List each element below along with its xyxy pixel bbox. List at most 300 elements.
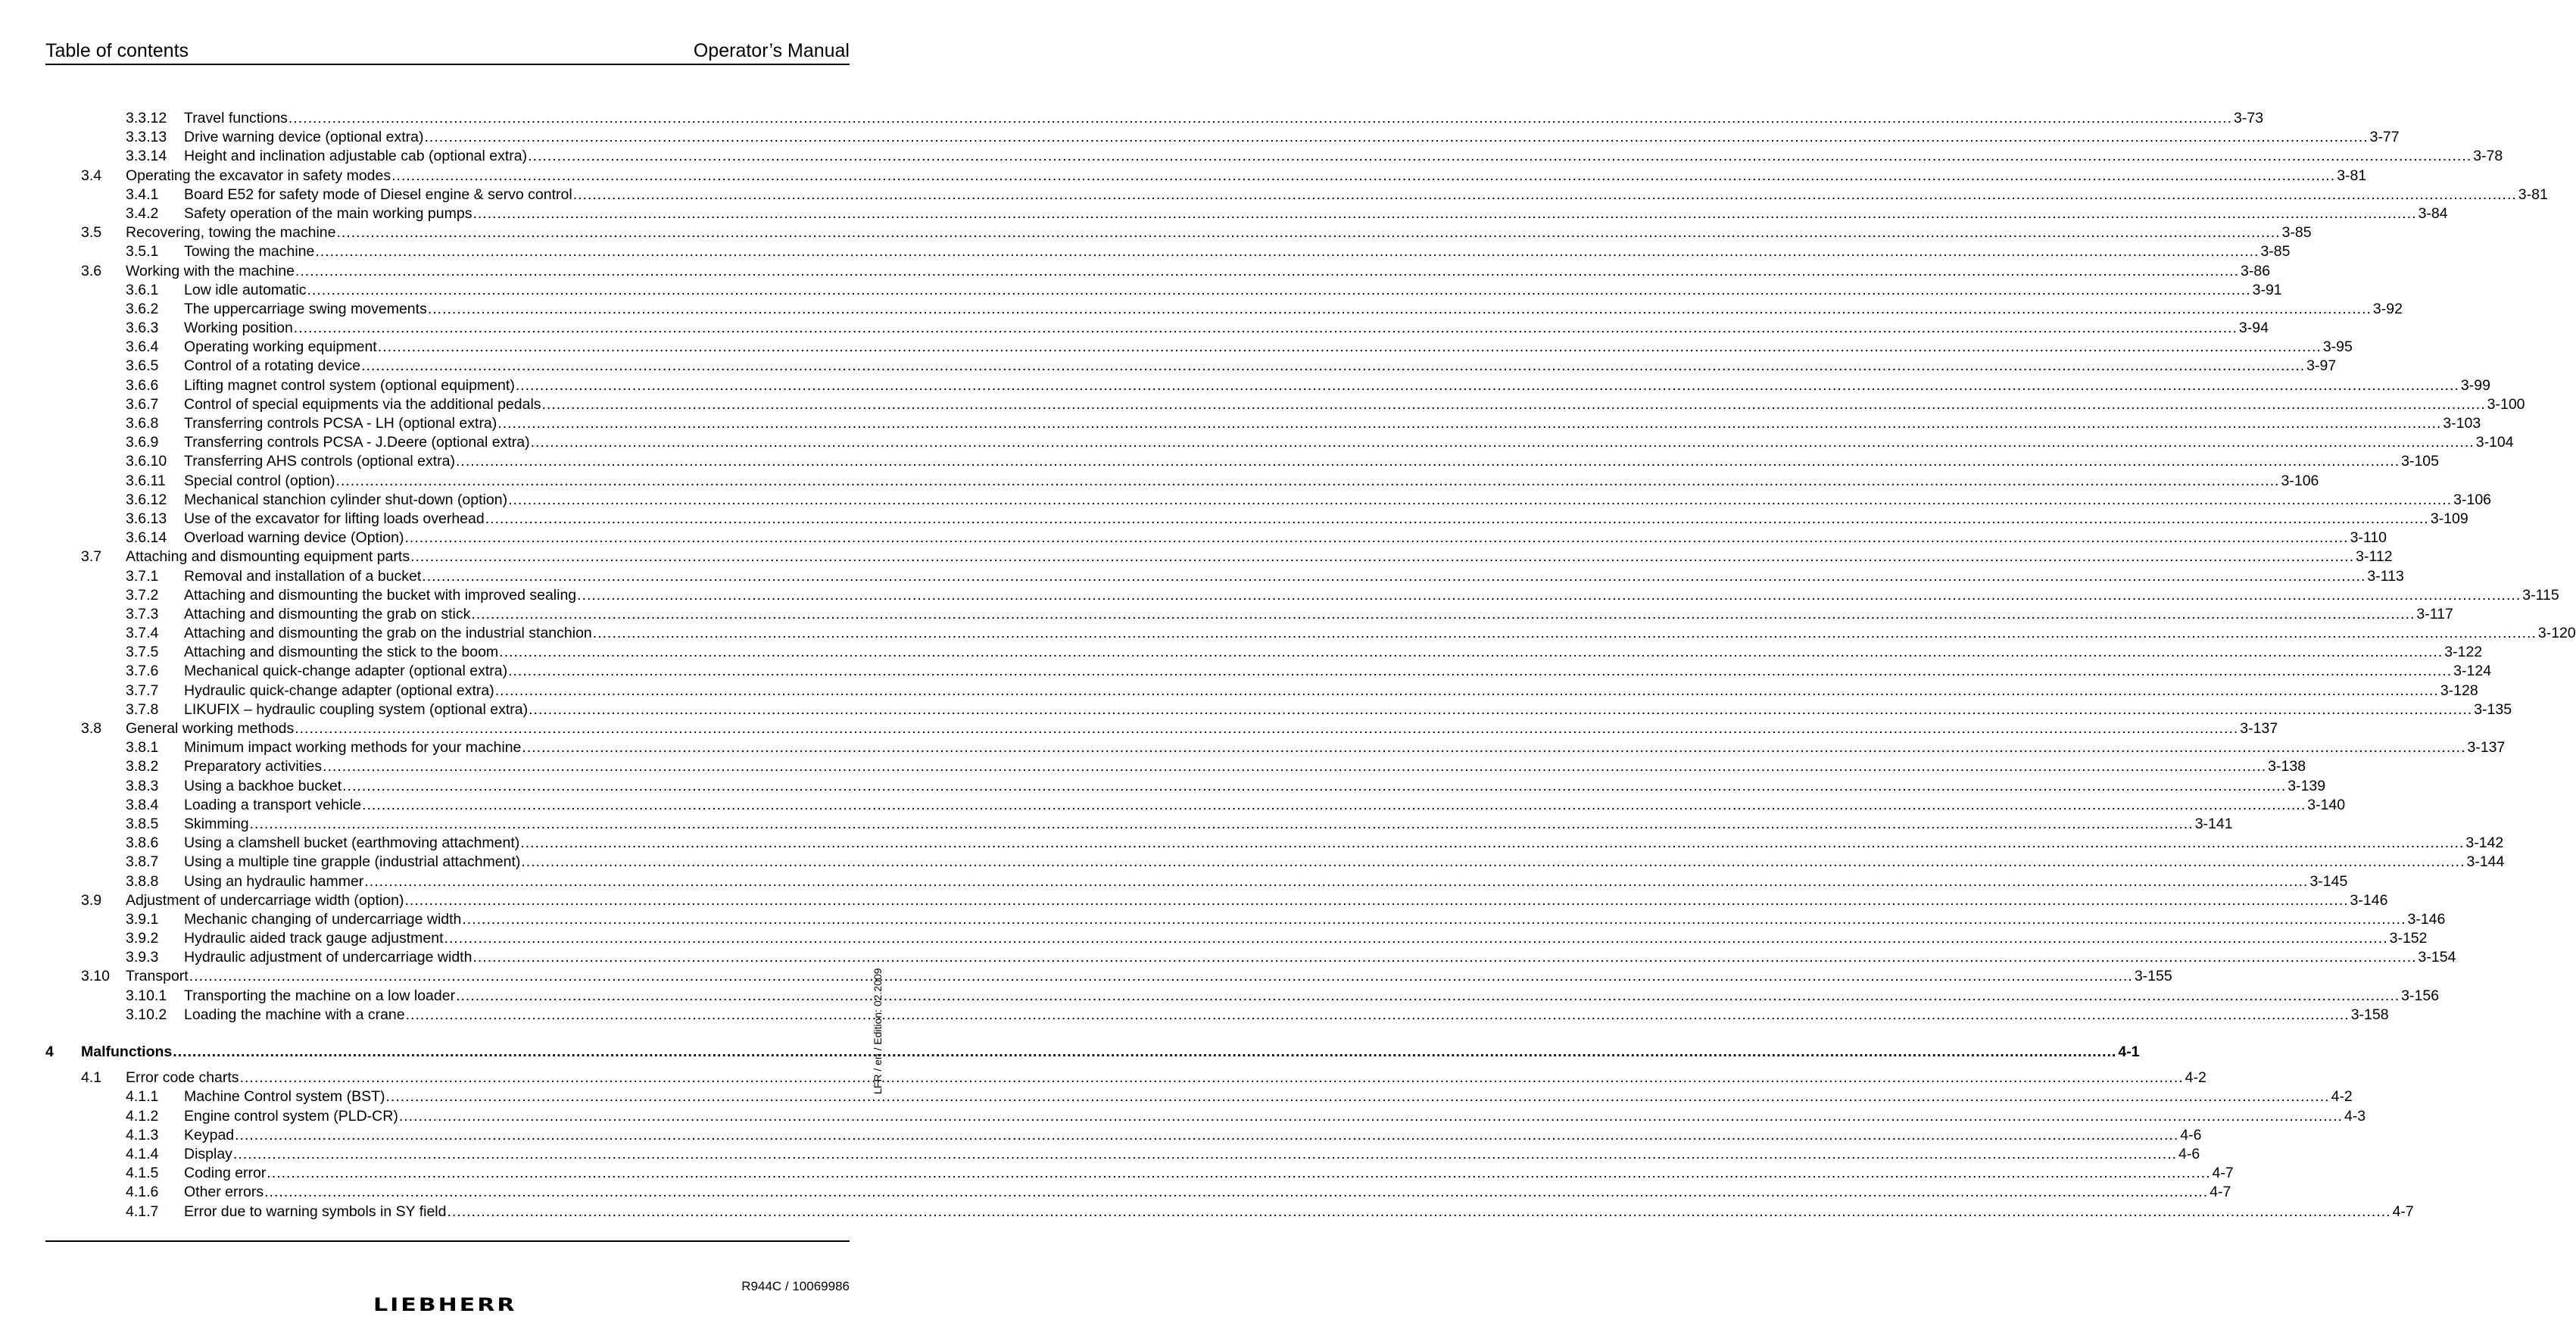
toc-entry-page: 3-124: [2453, 663, 2492, 680]
toc-dot-leader: ................................................................................................................................................................................................................................................................................................................................................................................................................: [456, 453, 2400, 470]
toc-entry-title: Transferring controls PCSA - LH (optional extra): [184, 415, 497, 432]
toc-entry-page: 3-109: [2430, 510, 2468, 527]
toc-entry[interactable]: [45, 472, 2319, 491]
toc-entry[interactable]: [45, 548, 2393, 566]
toc-entry-number: 3.8.8: [126, 872, 159, 890]
toc-entry[interactable]: [45, 128, 2400, 147]
toc-entry-number: 3.9.2: [126, 930, 159, 947]
toc-dot-leader: ................................................................................................................................................................................................................................................................................................................................................................................................................: [315, 243, 2259, 260]
toc-entry-leader: [184, 128, 2400, 147]
toc-entry-leader: [184, 338, 2353, 357]
toc-entry-number: 4.1.2: [126, 1107, 159, 1125]
section-gap: [45, 1062, 850, 1069]
toc-entry-number: 3.7.7: [126, 682, 159, 699]
toc-entry-leader: [184, 204, 2448, 223]
toc-dot-leader: ................................................................................................................................................................................................................................................................................................................................................................................................................: [427, 300, 2372, 317]
toc-entry-leader: [184, 834, 2504, 853]
section-gap: [45, 1025, 850, 1043]
toc-entry-title: Hydraulic adjustment of undercarriage width: [184, 949, 472, 966]
toc-dot-leader: ................................................................................................................................................................................................................................................................................................................................................................................................................: [472, 204, 2417, 222]
toc-dot-leader: ................................................................................................................................................................................................................................................................................................................................................................................................................: [529, 700, 2473, 718]
toc-entry-title: Mechanical stanchion cylinder shut-down (option): [184, 491, 508, 508]
toc-entry-leader: [184, 529, 2387, 548]
toc-entry-title: Transferring controls PCSA - J.Deere (optional extra): [184, 434, 530, 451]
toc-entry-number: 3.8.6: [126, 835, 159, 852]
toc-entry[interactable]: [45, 662, 2492, 681]
toc-entry-number: 3.8.3: [126, 777, 159, 794]
toc-entry-leader: [184, 567, 2404, 586]
toc-entry-title: Using a clamshell bucket (earthmoving attachment): [184, 835, 520, 852]
toc-dot-leader: ................................................................................................................................................................................................................................................................................................................................................................................................................: [508, 491, 2453, 508]
toc-entry-title: Adjustment of undercarriage width (option): [126, 891, 404, 909]
toc-entry[interactable]: [45, 357, 2337, 376]
toc-entry[interactable]: [45, 948, 2456, 967]
toc-entry-title: Attaching and dismounting the bucket with improved sealing: [184, 586, 577, 604]
toc-entry[interactable]: [45, 872, 2348, 891]
toc-entry-number: 3.4: [81, 167, 102, 184]
toc-entry-leader: [126, 223, 2312, 242]
toc-entry-page: 4-2: [2331, 1088, 2353, 1106]
toc-entry-page: 3-112: [2356, 548, 2393, 566]
toc-entry-number: 3.9.1: [126, 910, 159, 928]
toc-dot-leader: ................................................................................................................................................................................................................................................................................................................................................................................................................: [508, 663, 2453, 680]
toc-dot-leader: ................................................................................................................................................................................................................................................................................................................................................................................................................: [592, 625, 2537, 642]
toc-dot-leader: ................................................................................................................................................................................................................................................................................................................................................................................................................: [410, 548, 2355, 566]
toc-entry-number: 3.7.1: [126, 567, 159, 585]
toc-entry[interactable]: [45, 910, 2446, 929]
toc-entry-leader: [184, 319, 2269, 338]
toc-dot-leader: ................................................................................................................................................................................................................................................................................................................................................................................................................: [377, 338, 2322, 356]
toc-entry-title: Mechanical quick-change adapter (optional extra): [184, 663, 508, 680]
header-right-title: Operator’s Manual: [693, 40, 850, 61]
toc-entry-leader: [126, 967, 2172, 986]
toc-entry-leader: [184, 433, 2514, 452]
toc-entry-title: Use of the excavator for lifting loads overhead: [184, 510, 485, 527]
toc-dot-leader: ................................................................................................................................................................................................................................................................................................................................................................................................................: [515, 376, 2459, 394]
toc-dot-leader: ................................................................................................................................................................................................................................................................................................................................................................................................................: [447, 1203, 2391, 1220]
toc-entry[interactable]: [45, 1107, 2366, 1126]
toc-entry-title: Lifting magnet control system (optional equipment): [184, 376, 515, 394]
toc-entry-leader: [126, 262, 2271, 281]
toc-dot-leader: ................................................................................................................................................................................................................................................................................................................................................................................................................: [235, 1126, 2179, 1143]
toc-entry[interactable]: [45, 777, 2326, 796]
toc-entry-page: 3-85: [2260, 243, 2291, 260]
toc-entry[interactable]: [45, 834, 2504, 853]
toc-entry[interactable]: [45, 929, 2428, 948]
toc-entry-leader: [184, 472, 2319, 491]
toc-entry-page: 3-139: [2288, 777, 2326, 794]
toc-dot-leader: ................................................................................................................................................................................................................................................................................................................................................................................................................: [456, 987, 2400, 1004]
toc-entry[interactable]: [45, 967, 2172, 986]
toc-entry-title: Attaching and dismounting equipment parts: [126, 548, 410, 566]
toc-entry-number: 3.6.8: [126, 415, 159, 432]
toc-entry-leader: [184, 452, 2439, 471]
toc-entry-title: Preparatory activities: [184, 758, 323, 775]
toc-entry[interactable]: [45, 223, 2312, 242]
toc-entry-title: Other errors: [184, 1184, 264, 1201]
toc-entry-number: 4.1: [81, 1069, 102, 1087]
toc-entry-page: 4-7: [2212, 1165, 2234, 1182]
toc-dot-leader: ................................................................................................................................................................................................................................................................................................................................................................................................................: [398, 1107, 2343, 1125]
toc-entry-number: 3.8.4: [126, 796, 159, 813]
header-rule: [45, 64, 850, 65]
toc-dot-leader: ................................................................................................................................................................................................................................................................................................................................................................................................................: [471, 605, 2415, 622]
toc-entry-number: 3.4.2: [126, 204, 159, 222]
toc-entry-title: Minimum impact working methods for your machine: [184, 739, 522, 757]
toc-entry-number: 3.6: [81, 262, 102, 279]
toc-entry-leader: [184, 491, 2492, 510]
toc-dot-leader: ................................................................................................................................................................................................................................................................................................................................................................................................................: [336, 224, 2281, 242]
toc-entry-number: 3.7.3: [126, 605, 159, 622]
toc-entry-leader: [184, 643, 2483, 662]
toc-dot-leader: ................................................................................................................................................................................................................................................................................................................................................................................................................: [424, 129, 2369, 146]
toc-entry[interactable]: [45, 452, 2439, 471]
toc-entry[interactable]: [45, 1164, 2234, 1183]
toc-entry-page: 3-85: [2281, 224, 2312, 242]
toc-entry-page: 3-135: [2474, 700, 2512, 718]
toc-entry-page: 4-2: [2185, 1069, 2206, 1087]
toc-entry-leader: [184, 872, 2348, 891]
toc-entry[interactable]: [45, 491, 2492, 510]
toc-entry-number: 3.6.7: [126, 395, 159, 413]
toc-entry-leader: [184, 662, 2492, 681]
toc-entry-number: 3.5: [81, 224, 102, 242]
toc-entry-title: Display: [184, 1145, 232, 1162]
toc-entry-page: 3-152: [2389, 930, 2428, 947]
toc-entry-number: 3.6.14: [126, 529, 167, 547]
toc-entry-number: 3.8.7: [126, 853, 159, 871]
toc-entry-number: 3.6.3: [126, 320, 159, 337]
toc-entry-title: Recovering, towing the machine: [126, 224, 336, 242]
document-reference: R944C / 10069986: [741, 1279, 850, 1293]
toc-entry-page: 3-144: [2466, 853, 2505, 871]
toc-dot-leader: ................................................................................................................................................................................................................................................................................................................................................................................................................: [499, 644, 2443, 661]
toc-entry-leader: [126, 891, 2388, 910]
toc-entry-leader: [184, 1006, 2389, 1025]
toc-entry-number: 3.4.1: [126, 186, 159, 203]
toc-entry-page: 3-95: [2322, 338, 2353, 356]
toc-entry-title: Attaching and dismounting the grab on stick: [184, 605, 471, 622]
toc-entry[interactable]: [45, 586, 2559, 605]
toc-entry-number: 3.5.1: [126, 243, 159, 260]
toc-entry-page: 3-113: [2367, 567, 2404, 585]
toc-entry-leader: [184, 376, 2490, 395]
toc-entry[interactable]: [45, 395, 2525, 414]
toc-entry-leader: [184, 777, 2326, 796]
toc-entry-page: 4-7: [2392, 1203, 2414, 1220]
toc-dot-leader: ................................................................................................................................................................................................................................................................................................................................................................................................................: [572, 186, 2517, 203]
toc-entry[interactable]: [45, 529, 2387, 548]
toc-entry-page: 3-97: [2306, 357, 2337, 375]
toc-entry-page: 3-106: [2453, 491, 2492, 508]
toc-entry-number: 4.1.1: [126, 1088, 159, 1106]
toc-entry-number: 3.8.5: [126, 815, 159, 832]
toc-entry[interactable]: [45, 891, 2388, 910]
toc-entry-page: 3-115: [2522, 586, 2559, 604]
toc-entry-number: 4: [45, 1044, 54, 1060]
toc-entry-number: 3.8: [81, 720, 102, 737]
toc-entry-title: Coding error: [184, 1165, 267, 1182]
toc-entry-leader: [184, 1107, 2366, 1126]
toc-entry-leader: [184, 1183, 2231, 1202]
toc-entry[interactable]: [45, 987, 2440, 1006]
toc-entry-number: 3.3.13: [126, 129, 167, 146]
toc-entry-title: Height and inclination adjustable cab (optional extra): [184, 148, 528, 165]
edition-note: LFR / en / Edition: 02.2009: [872, 968, 884, 1094]
toc-entry-leader: [184, 109, 2264, 128]
toc-entry[interactable]: [45, 624, 2576, 643]
toc-entry[interactable]: [45, 433, 2514, 452]
toc-dot-leader: ................................................................................................................................................................................................................................................................................................................................................................................................................: [264, 1184, 2209, 1201]
toc-entry-page: 4-6: [2178, 1145, 2200, 1162]
toc-entry[interactable]: [45, 242, 2291, 261]
toc-entry-leader: [184, 147, 2503, 166]
toc-entry-leader: [184, 738, 2506, 757]
toc-entry[interactable]: [45, 796, 2346, 815]
toc-entry-page: 3-137: [2467, 739, 2506, 757]
toc-entry-leader: [126, 548, 2393, 566]
toc-entry-page: 3-105: [2401, 453, 2439, 470]
toc-entry[interactable]: [45, 605, 2453, 624]
toc-entry-page: 3-156: [2401, 987, 2440, 1004]
header-left-title: Table of contents: [45, 40, 189, 61]
toc-dot-leader: ................................................................................................................................................................................................................................................................................................................................................................................................................: [528, 148, 2472, 165]
toc-entry-title: Hydraulic quick-change adapter (optional extra): [184, 682, 494, 699]
toc-entry-title: Attaching and dismounting the grab on the industrial stanchion: [184, 625, 592, 642]
toc-entry[interactable]: [45, 376, 2490, 395]
toc-entry[interactable]: [45, 567, 2404, 586]
toc-entry[interactable]: [45, 300, 2403, 319]
toc-entry[interactable]: [45, 853, 2505, 872]
toc-entry-number: 3.10: [81, 968, 110, 985]
toc-entry-title: Mechanic changing of undercarriage width: [184, 910, 462, 928]
toc-dot-leader: ................................................................................................................................................................................................................................................................................................................................................................................................................: [422, 567, 2366, 585]
toc-entry-title: Drive warning device (optional extra): [184, 129, 424, 146]
toc-entry-title: Removal and installation of a bucket: [184, 567, 422, 585]
toc-entry-title: Engine control system (PLD-CR): [184, 1107, 398, 1125]
toc-entry[interactable]: [45, 757, 2306, 776]
toc-dot-leader: ................................................................................................................................................................................................................................................................................................................................................................................................................: [521, 853, 2465, 871]
toc-dot-leader: ................................................................................................................................................................................................................................................................................................................................................................................................................: [295, 720, 2239, 737]
toc-dot-leader: ................................................................................................................................................................................................................................................................................................................................................................................................................: [267, 1165, 2211, 1182]
toc-entry-title: Loading the machine with a crane: [184, 1006, 405, 1023]
toc-dot-leader: ................................................................................................................................................................................................................................................................................................................................................................................................................: [385, 1088, 2330, 1106]
toc-entry[interactable]: [45, 1069, 2206, 1087]
toc-entry[interactable]: [45, 1006, 2389, 1025]
toc-entry[interactable]: [45, 319, 2269, 338]
toc-entry[interactable]: [45, 738, 2506, 757]
toc-entry-number: 3.6.1: [126, 281, 159, 298]
toc-entry-leader: [184, 910, 2446, 929]
toc-entry-title: Attaching and dismounting the stick to the boom: [184, 644, 499, 661]
toc-entry-number: 3.6.6: [126, 376, 159, 394]
toc-entry-title: Special control (option): [184, 472, 335, 489]
toc-dot-leader: ................................................................................................................................................................................................................................................................................................................................................................................................................: [173, 1044, 2117, 1060]
toc-entry-leader: [184, 948, 2456, 967]
toc-entry-title: Using a backhoe bucket: [184, 777, 342, 794]
toc-entry-title: Control of special equipments via the additional pedals: [184, 395, 541, 413]
toc-entry[interactable]: [45, 204, 2448, 223]
toc-entry-leader: [184, 987, 2440, 1006]
toc-entry-number: 3.7.8: [126, 700, 159, 718]
toc-dot-leader: ................................................................................................................................................................................................................................................................................................................................................................................................................: [404, 891, 2349, 909]
toc-dot-leader: ................................................................................................................................................................................................................................................................................................................................................................................................................: [520, 835, 2465, 852]
toc-dot-leader: ................................................................................................................................................................................................................................................................................................................................................................................................................: [472, 949, 2417, 966]
toc-entry-number: 3.7.5: [126, 644, 159, 661]
toc-entry-leader: [184, 300, 2403, 319]
toc-entry-page: 3-140: [2307, 796, 2346, 813]
toc-entry-number: 3.6.11: [126, 472, 166, 489]
toc-entry-leader: [184, 1164, 2234, 1183]
toc-entry-leader: [184, 815, 2233, 834]
toc-entry-page: 3-145: [2309, 872, 2348, 890]
toc-entry-title: Low idle automatic: [184, 281, 307, 298]
toc-entry[interactable]: [45, 1145, 2200, 1164]
toc-entry-title: Hydraulic aided track gauge adjustment: [184, 930, 444, 947]
toc-dot-leader: ................................................................................................................................................................................................................................................................................................................................................................................................................: [288, 110, 2233, 126]
toc-entry-leader: [184, 586, 2559, 605]
toc-entry[interactable]: [45, 109, 2264, 128]
toc-entry-title: Control of a rotating device: [184, 357, 361, 375]
toc-entry-page: 3-128: [2440, 682, 2478, 699]
toc-entry-number: 3.8.2: [126, 758, 159, 775]
toc-entry-page: 3-99: [2460, 376, 2490, 394]
toc-entry-page: 3-100: [2487, 395, 2525, 413]
toc-entry-leader: [184, 242, 2291, 261]
toc-entry-page: 3-142: [2465, 835, 2504, 852]
toc-dot-leader: ................................................................................................................................................................................................................................................................................................................................................................................................................: [307, 281, 2251, 298]
toc-entry-page: 3-120: [2537, 625, 2576, 642]
toc-entry-leader: [184, 1203, 2414, 1221]
toc-entry-page: 3-158: [2350, 1006, 2389, 1023]
toc-entry-page: 3-146: [2350, 891, 2388, 909]
toc-entry-page: 4-3: [2344, 1107, 2366, 1125]
toc-entry-number: 4.1.6: [126, 1184, 159, 1201]
toc-entry[interactable]: [45, 1203, 2414, 1221]
toc-entry-page: 4-7: [2210, 1184, 2231, 1201]
toc-entry-title: Error due to warning symbols in SY field: [184, 1203, 447, 1220]
toc-entry-leader: [184, 1087, 2353, 1106]
toc-dot-leader: ................................................................................................................................................................................................................................................................................................................................................................................................................: [541, 395, 2486, 413]
toc-entry[interactable]: [45, 700, 2512, 719]
toc-entry[interactable]: [45, 1183, 2231, 1202]
toc-entry-leader: [184, 605, 2453, 624]
toc-entry-title: Travel functions: [184, 110, 288, 126]
toc-entry-number: 4.1.4: [126, 1145, 159, 1162]
toc-dot-leader: ................................................................................................................................................................................................................................................................................................................................................................................................................: [405, 1006, 2350, 1023]
toc-entry-leader: [126, 719, 2278, 738]
toc-entry-leader: [81, 1043, 2140, 1062]
toc-entry-title: Transporting the machine on a low loader: [184, 987, 456, 1004]
toc-entry-leader: [184, 357, 2337, 376]
toc-entry-leader: [184, 853, 2505, 872]
toc-entry-title: Using a multiple tine grapple (industrial attachment): [184, 853, 521, 871]
toc-entry-page: 3-146: [2407, 910, 2446, 928]
toc-entry-number: 3.3.14: [126, 148, 167, 165]
footer-rule: [45, 1240, 850, 1242]
toc-entry[interactable]: [45, 815, 2233, 834]
toc-entry-title: Towing the machine: [184, 243, 315, 260]
toc-entry-number: 3.10.1: [126, 987, 167, 1004]
toc-entry-number: 4.1.5: [126, 1165, 159, 1182]
toc-entry-title: Operating the excavator in safety modes: [126, 167, 391, 184]
toc-entry[interactable]: [45, 147, 2503, 166]
toc-dot-leader: ................................................................................................................................................................................................................................................................................................................................................................................................................: [249, 815, 2194, 832]
toc-dot-leader: ................................................................................................................................................................................................................................................................................................................................................................................................................: [462, 910, 2406, 928]
toc-entry-leader: [126, 1069, 2206, 1087]
toc-entry[interactable]: [45, 510, 2468, 529]
toc-entry-title: The uppercarriage swing movements: [184, 300, 427, 317]
toc-entry[interactable]: [45, 338, 2353, 357]
toc-entry[interactable]: [45, 281, 2282, 300]
toc-entry-title: General working methods: [126, 720, 295, 737]
toc-dot-leader: ................................................................................................................................................................................................................................................................................................................................................................................................................: [364, 872, 2309, 890]
toc-entry[interactable]: [45, 186, 2548, 204]
toc-entry-page: 3-104: [2475, 434, 2514, 451]
toc-entry-page: 3-73: [2234, 110, 2264, 126]
toc-entry-title: Overload warning device (Option): [184, 529, 404, 547]
toc-entry-page: 3-155: [2134, 968, 2172, 985]
toc-entry-leader: [184, 624, 2576, 643]
toc-entry[interactable]: [45, 414, 2481, 433]
toc-dot-leader: ................................................................................................................................................................................................................................................................................................................................................................................................................: [577, 586, 2521, 604]
toc-entry[interactable]: [45, 1126, 2202, 1145]
toc-dot-leader: ................................................................................................................................................................................................................................................................................................................................................................................................................: [530, 434, 2475, 451]
toc-entry-number: 3.7.6: [126, 663, 159, 680]
toc-entry-title: LIKUFIX – hydraulic coupling system (optional extra): [184, 700, 529, 718]
toc-entry-leader: [184, 1126, 2202, 1145]
toc-entry-title: Working position: [184, 320, 293, 337]
toc-dot-leader: ................................................................................................................................................................................................................................................................................................................................................................................................................: [342, 777, 2287, 794]
toc-entry[interactable]: [45, 167, 2367, 186]
toc-entry[interactable]: [45, 719, 2278, 738]
toc-entry-page: 3-86: [2241, 262, 2271, 279]
toc-dot-leader: ................................................................................................................................................................................................................................................................................................................................................................................................................: [295, 262, 2240, 279]
toc-dot-leader: ................................................................................................................................................................................................................................................................................................................................................................................................................: [293, 320, 2238, 337]
toc-entry-leader: [184, 757, 2306, 776]
toc-entry-page: 3-81: [2518, 186, 2548, 203]
toc-entry-leader: [184, 395, 2525, 414]
toc-entry-number: 3.6.13: [126, 510, 167, 527]
toc-entry-page: 3-81: [2337, 167, 2367, 184]
toc-entry[interactable]: [45, 262, 2271, 281]
toc-entry-number: 3.6.10: [126, 453, 167, 470]
toc-dot-leader: ................................................................................................................................................................................................................................................................................................................................................................................................................: [189, 968, 2133, 985]
toc-dot-leader: ................................................................................................................................................................................................................................................................................................................................................................................................................: [522, 739, 2466, 757]
toc-entry-leader: [184, 796, 2346, 815]
toc-entry-leader: [184, 281, 2282, 300]
toc-entry-page: 3-103: [2443, 415, 2481, 432]
toc-entry[interactable]: [45, 1043, 2140, 1062]
toc-entry-title: Using an hydraulic hammer: [184, 872, 364, 890]
toc-entry-title: Error code charts: [126, 1069, 239, 1087]
toc-entry-title: Working with the machine: [126, 262, 295, 279]
toc-entry[interactable]: [45, 682, 2478, 700]
toc-entry-leader: [184, 700, 2512, 719]
toc-entry-page: 3-106: [2281, 472, 2319, 489]
toc-entry-page: 3-154: [2418, 949, 2456, 966]
toc-entry-title: Transferring AHS controls (optional extra): [184, 453, 456, 470]
toc-dot-leader: ................................................................................................................................................................................................................................................................................................................................................................................................................: [497, 415, 2442, 432]
toc-entry-number: 3.6.4: [126, 338, 159, 356]
toc-dot-leader: ................................................................................................................................................................................................................................................................................................................................................................................................................: [323, 758, 2267, 775]
toc-entry-page: 3-138: [2268, 758, 2306, 775]
toc-entry[interactable]: [45, 643, 2483, 662]
toc-entry-number: 4.1.7: [126, 1203, 159, 1220]
toc-entry-number: 3.10.2: [126, 1006, 167, 1023]
toc-entry-number: 3.6.2: [126, 300, 159, 317]
toc-entry[interactable]: [45, 1087, 2353, 1106]
